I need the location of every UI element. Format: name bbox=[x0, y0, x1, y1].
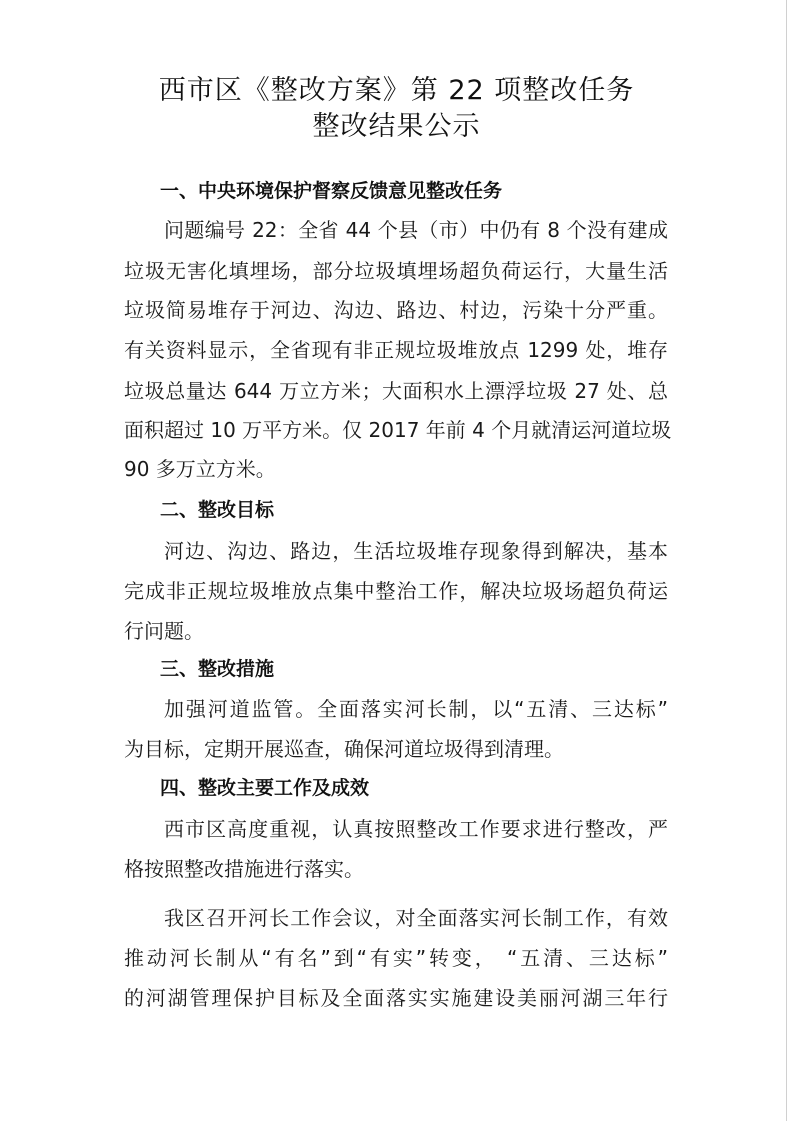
section-heading-4: 四、整改主要工作及成效 bbox=[160, 777, 370, 799]
scan-edge-line bbox=[786, 0, 787, 1121]
section3-line: 为目标，定期开展巡查，确保河道垃圾得到清理。 bbox=[124, 737, 564, 761]
section4-line: 西市区高度重视，认真按照整改工作要求进行整改，严 bbox=[164, 817, 668, 841]
section4-line: 我区召开河长工作会议，对全面落实河长制工作，有效 bbox=[164, 906, 668, 930]
section1-line: 有关资料显示，全省现有非正规垃圾堆放点 1299 处，堆存 bbox=[124, 338, 668, 362]
section4-line: 的河湖管理保护目标及全面落实实施建设美丽河湖三年行 bbox=[124, 986, 668, 1010]
section2-line: 完成非正规垃圾堆放点集中整治工作，解决垃圾场超负荷运 bbox=[124, 579, 668, 603]
section1-line: 90 多万立方米。 bbox=[124, 457, 276, 481]
section1-line: 垃圾无害化填埋场，部分垃圾填埋场超负荷运行，大量生活 bbox=[124, 259, 668, 283]
section4-line: 格按照整改措施进行落实。 bbox=[124, 857, 364, 881]
section1-line: 垃圾总量达 644 万立方米；大面积水上漂浮垃圾 27 处、总 bbox=[124, 379, 668, 403]
document-subtitle: 整改结果公示 bbox=[312, 111, 481, 142]
section1-line: 问题编号 22：全省 44 个县（市）中仍有 8 个没有建成 bbox=[164, 218, 668, 242]
section2-line: 行问题。 bbox=[124, 619, 204, 643]
section4-line: 推动河长制从“有名”到“有实”转变， “五清、三达标” bbox=[124, 946, 668, 970]
section1-line: 垃圾简易堆存于河边、沟边、路边、村边，污染十分严重。 bbox=[124, 298, 668, 322]
section-heading-1: 一、中央环境保护督察反馈意见整改任务 bbox=[160, 180, 503, 202]
section1-line: 面积超过 10 万平方米。仅 2017 年前 4 个月就清运河道垃圾 bbox=[124, 418, 672, 442]
section-heading-2: 二、整改目标 bbox=[160, 499, 275, 521]
section3-line: 加强河道监管。全面落实河长制，以“五清、三达标” bbox=[164, 697, 668, 721]
document-title: 西市区《整改方案》第 22 项整改任务 bbox=[158, 75, 635, 106]
section-heading-3: 三、整改措施 bbox=[160, 658, 275, 680]
section2-line: 河边、沟边、路边，生活垃圾堆存现象得到解决，基本 bbox=[164, 539, 668, 563]
